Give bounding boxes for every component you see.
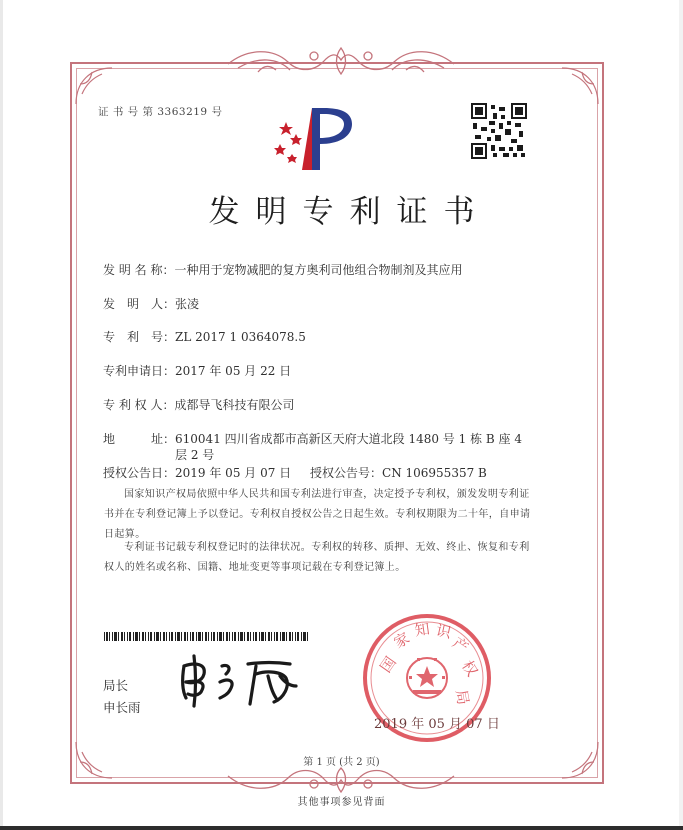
grant-number-label: 授权公告号：	[310, 466, 383, 480]
back-page-note: 其他事项参见背面	[297, 797, 386, 808]
patentee-value: 成都导飞科技有限公司	[174, 398, 295, 412]
corner-ornament-top-right-icon	[540, 64, 602, 126]
filing-date-row	[103, 362, 291, 379]
certificate-border-inner	[76, 68, 598, 778]
grant-number-row	[310, 464, 487, 481]
scan-edge-left	[0, 0, 3, 830]
scan-edge-right	[679, 0, 683, 830]
invention-name-value: 一种用于宠物减肥的复方奥利司他组合物制剂及其应用	[174, 263, 463, 277]
svg-text:权: 权	[458, 657, 482, 680]
svg-text:国: 国	[376, 653, 400, 676]
address-value-line1: 610041 四川省成都市高新区天府大道北段 1480 号 1 栋 B 座 4	[175, 432, 522, 446]
page-number: 第 1 页 (共 2 页)	[303, 757, 380, 768]
patent-number-row	[103, 328, 306, 345]
barcode-icon	[104, 632, 310, 641]
grant-date-row	[103, 464, 291, 481]
scan-edge-bottom	[0, 826, 683, 830]
invention-name-label: 发 明 名 称：	[103, 263, 175, 277]
director-name: 申长雨	[103, 700, 141, 715]
inventor-value: 张凌	[175, 297, 200, 311]
certificate-number: 证 书 号 第 3363219 号	[98, 106, 223, 118]
director-title: 局长	[103, 678, 129, 693]
filing-date-value: 2017 年 05 月 22 日	[175, 364, 292, 378]
address-label: 地 址：	[103, 432, 176, 446]
certificate-paragraph-2: 专利证书记载专利权登记时的法律状况。专利权的转移、质押、无效、终止、恢复和专利权人的姓名或名称、国籍、地址变更等事项记载在专利登记簿上。	[104, 542, 530, 573]
svg-text:局: 局	[452, 688, 473, 707]
patentee-row	[103, 396, 294, 413]
inventor-row	[103, 295, 199, 312]
invention-name-row	[103, 261, 462, 278]
corner-ornament-bottom-right-icon	[540, 720, 602, 782]
top-ornament-icon	[218, 42, 464, 82]
grant-date-label: 授权公告日：	[103, 466, 176, 480]
corner-ornament-bottom-left-icon	[72, 720, 134, 782]
address-row	[103, 430, 522, 447]
handwritten-signature-icon	[176, 652, 310, 708]
inventor-label: 发 明 人：	[103, 297, 176, 311]
patentee-label: 专 利 权 人：	[103, 398, 175, 412]
svg-text:产: 产	[449, 633, 472, 657]
grant-number-value: CN 106955357 B	[382, 466, 487, 480]
certificate-title: 发明专利证书	[208, 194, 491, 230]
filing-date-label: 专利申请日：	[103, 364, 176, 378]
address-value-line2: 层 2 号	[175, 448, 215, 462]
patent-number-label: 专 利 号：	[103, 330, 176, 344]
patent-number-value: ZL 2017 1 0364078.5	[175, 330, 306, 344]
patent-office-logo-icon	[268, 104, 358, 174]
certificate-paragraph-1: 国家知识产权局依照中华人民共和国专利法进行审查，决定授予专利权，颁发发明专利证书并在专利登记簿上予以登记。专利权自授权公告之日起生效。专利权期限为二十年，自申请日起算。	[104, 489, 531, 540]
svg-text:识: 识	[434, 621, 453, 642]
grant-date-value: 2019 年 05 月 07 日	[175, 466, 292, 480]
svg-text:家: 家	[390, 628, 413, 652]
svg-text:知: 知	[413, 619, 431, 640]
seal-date: 2019 年 05 月 07 日	[374, 717, 500, 732]
qr-code-icon	[471, 103, 527, 159]
